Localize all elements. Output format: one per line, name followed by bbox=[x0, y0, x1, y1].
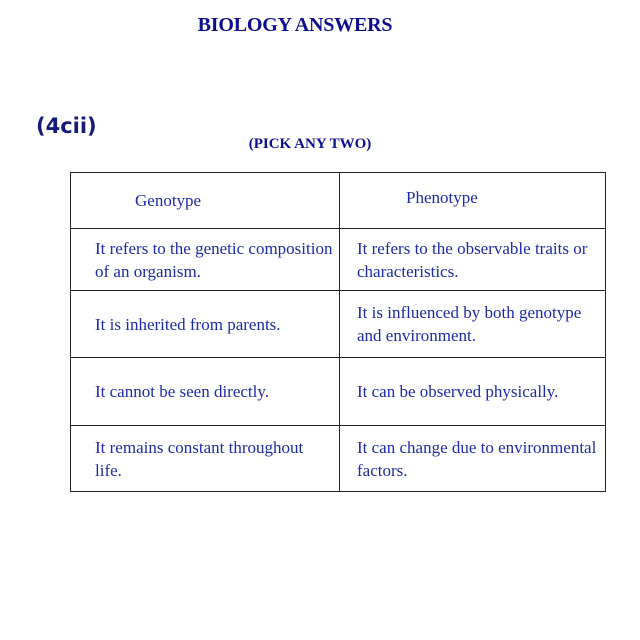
table-header-row bbox=[71, 173, 606, 229]
table-row bbox=[71, 229, 606, 291]
header-phenotype: Phenotype bbox=[340, 173, 606, 229]
header-genotype: Genotype bbox=[71, 173, 340, 229]
instruction-text: (PICK ANY TWO) bbox=[248, 136, 372, 152]
genotype-cell: It refers to the genetic composition of an organism. bbox=[71, 229, 340, 291]
genotype-cell: It is inherited from parents. bbox=[71, 291, 340, 358]
page-title: BIOLOGY ANSWERS bbox=[197, 14, 393, 36]
question-number: (4cii) bbox=[36, 114, 97, 138]
genotype-cell: It remains constant throughout life. bbox=[71, 426, 340, 492]
comparison-table bbox=[70, 172, 606, 492]
genotype-cell: It cannot be seen directly. bbox=[71, 358, 340, 426]
table-row bbox=[71, 291, 606, 358]
phenotype-cell: It can be observed physically. bbox=[340, 358, 606, 426]
phenotype-cell: It is influenced by both genotype and environment. bbox=[340, 291, 606, 358]
table-row bbox=[71, 358, 606, 426]
table-row bbox=[71, 426, 606, 492]
phenotype-cell: It refers to the observable traits or characteristics. bbox=[340, 229, 606, 291]
phenotype-cell: It can change due to environmental factors. bbox=[340, 426, 606, 492]
